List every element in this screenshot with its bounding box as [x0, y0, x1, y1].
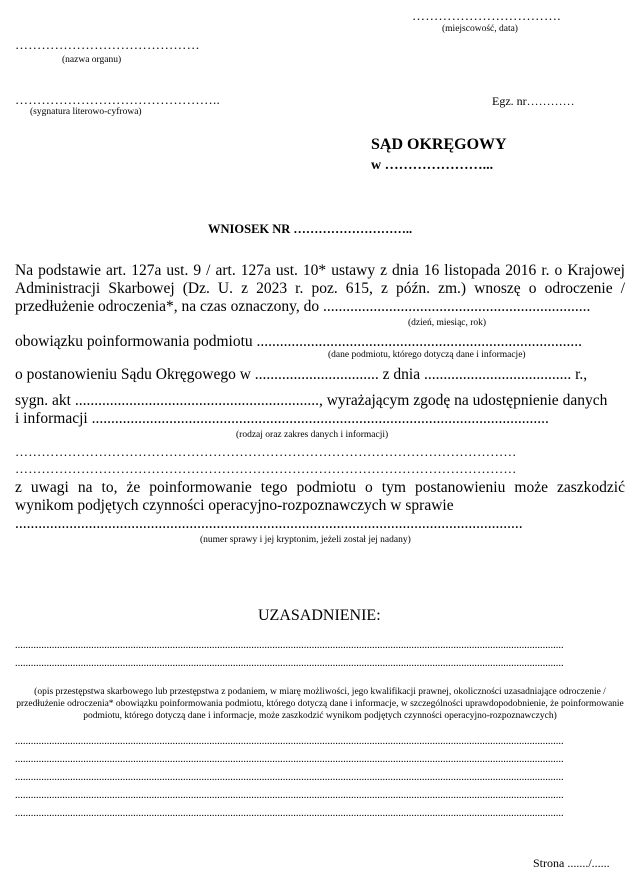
- page-number: Strona ......./......: [533, 856, 610, 870]
- place-date-field[interactable]: …………………………….: [412, 8, 561, 23]
- entity-line[interactable]: obowiązku poinformowania podmiotu ....................................................................................: [15, 333, 582, 350]
- court-location-field[interactable]: w …………………...: [371, 158, 494, 173]
- justification-line-5[interactable]: .................................................................................................................................................................................................................: [15, 772, 564, 783]
- case-number-caption: (numer sprawy i jej kryptonim, jeżeli został jej nadany): [200, 535, 411, 545]
- signature-field[interactable]: ………………………………………..: [15, 92, 220, 107]
- justification-heading: UZASADNIENIE:: [258, 607, 381, 624]
- justification-line-4[interactable]: .................................................................................................................................................................................................................: [15, 754, 564, 765]
- date-caption: (dzień, miesiąc, rok): [408, 318, 487, 328]
- justification-line-1[interactable]: .................................................................................................................................................................................................................: [15, 640, 564, 651]
- information-line[interactable]: i informacji ......................................................................................................................: [15, 410, 549, 427]
- organ-name-field[interactable]: ……………………………………: [15, 37, 200, 52]
- court-decision-line[interactable]: o postanowieniu Sądu Okręgowego w ................................ z dnia ...................................... r.,: [15, 366, 588, 383]
- justification-line-7[interactable]: .................................................................................................................................................................................................................: [15, 808, 564, 819]
- justification-line-6[interactable]: .................................................................................................................................................................................................................: [15, 790, 564, 801]
- reason-paragraph: z uwagi na to, że poinformowanie tego podmiotu o tym postanowieniu może zaszkodzić wynikom podjętych czynności operacyjno-rozpoznawczych w sprawie: [15, 479, 625, 514]
- information-dots-line-2[interactable]: ……………………………………………………………………………………………………: [15, 461, 517, 476]
- information-caption: (rodzaj oraz zakres danych i informacji): [236, 430, 389, 440]
- justification-line-3[interactable]: .................................................................................................................................................................................................................: [15, 736, 564, 747]
- case-number-line[interactable]: ...................................................................................................................................: [15, 515, 523, 532]
- information-dots-line-1[interactable]: ……………………………………………………………………………………………………: [15, 444, 517, 459]
- justification-line-2[interactable]: .................................................................................................................................................................................................................: [15, 658, 564, 669]
- justification-caption: (opis przestępstwa skarbowego lub przestępstwa z podaniem, w miarę możliwości, jego kwalifikacji prawnej, okoliczności uzasadniające odroczenie / przedłużenie odroczenia* obowiązku poinformowania podmiotu, którego dotyczą dane i informacje, w szczególności uprawdopodobnienie, że poinformowanie podmiotu, którego dotyczą dane i informacje, może zaszkodzić wynikom podjętych czynności operacyjno-rozpoznawczych): [16, 687, 624, 721]
- application-title: WNIOSEK NR ………………………..: [208, 222, 413, 236]
- signature-caption: (sygnatura literowo-cyfrowa): [30, 107, 142, 117]
- entity-caption: (dane podmiotu, którego dotyczą dane i informacje): [328, 350, 526, 360]
- organ-name-caption: (nazwa organu): [62, 55, 122, 65]
- legal-basis-paragraph: Na podstawie art. 127a ust. 9 / art. 127a ust. 10* ustawy z dnia 16 listopada 2016 r. o Krajowej Administracji Skarbowej (Dz. U. z 2023 r. poz. 615, z późn. zm.) wnoszę o odroczenie / przedłużenie odroczenia*, na czas oznaczony, do .....................................................................: [15, 262, 625, 315]
- copy-number-field[interactable]: Egz. nr…………: [492, 94, 575, 108]
- case-signature-line[interactable]: sygn. akt ..............................................................., wyrażającym zgodę na udostępnienie danych: [15, 392, 608, 409]
- court-name: SĄD OKRĘGOWY: [371, 136, 507, 153]
- place-date-caption: (miejscowość, data): [442, 24, 518, 34]
